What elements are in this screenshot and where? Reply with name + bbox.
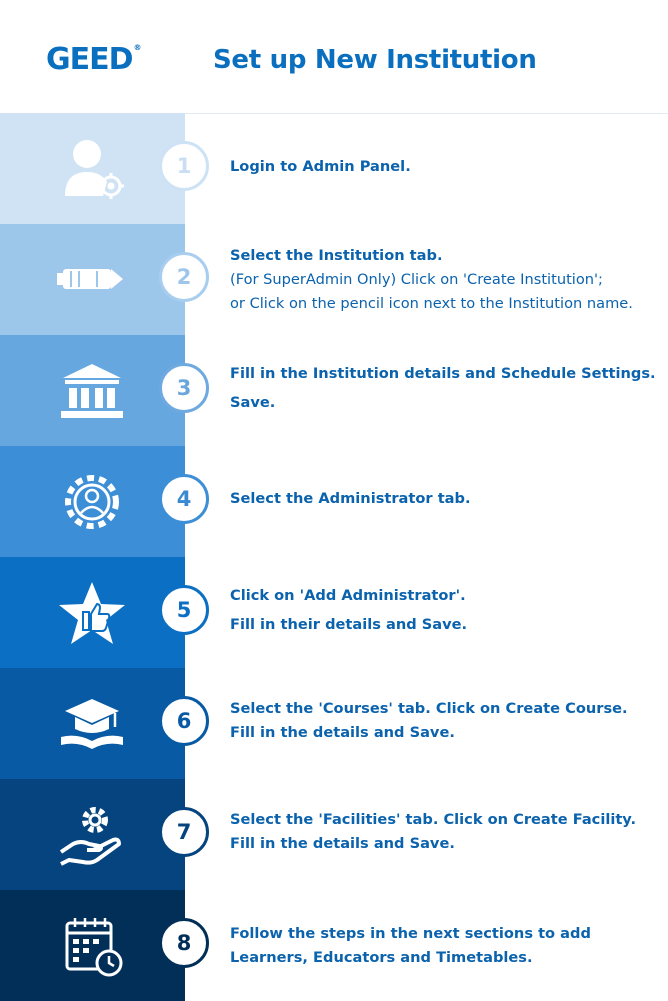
graduation-cap-book-icon [52,691,132,757]
step-band [0,446,185,557]
step-2-text-line: or Click on the pencil icon next to the Institution name. [230,295,633,312]
step-number-badge: 1 [159,141,209,191]
step-6-text-line: Select the 'Courses' tab. Click on Create Course. [230,700,628,717]
page-title: Set up New Institution [213,45,537,75]
step-3 [0,335,668,446]
step-number-badge: 4 [159,474,209,524]
step-number-badge: 5 [159,585,209,635]
hand-gear-icon [52,802,132,868]
star-thumbs-up-icon [52,580,132,646]
step-band [0,224,185,335]
step-band [0,557,185,668]
institution-building-icon [52,358,132,424]
step-8-text-line: Learners, Educators and Timetables. [230,949,533,966]
step-number-badge: 6 [159,696,209,746]
step-2-text-line: Select the Institution tab. [230,247,443,264]
step-band [0,779,185,890]
step-4-text-line: Select the Administrator tab. [230,490,471,507]
step-8-text-line: Follow the steps in the next sections to add [230,925,591,942]
step-3-text-line: Save. [230,394,276,411]
step-8 [0,890,668,1001]
step-5-text-line: Click on 'Add Administrator'. [230,587,466,604]
step-band [0,668,185,779]
step-number-badge: 7 [159,807,209,857]
step-5-text-line: Fill in their details and Save. [230,616,468,633]
step-5 [0,557,668,668]
step-7-text-line: Fill in the details and Save. [230,835,455,852]
step-3-text-line: Fill in the Institution details and Schedule Settings. [230,365,656,382]
step-6-text-line: Fill in the details and Save. [230,724,455,741]
step-band [0,113,185,224]
step-2-text-line: (For SuperAdmin Only) Click on 'Create Institution'; [230,271,603,288]
calendar-clock-icon [52,913,132,979]
step-number-badge: 3 [159,363,209,413]
step-1-text-line: Login to Admin Panel. [230,158,411,175]
header [0,0,668,114]
step-band [0,890,185,1001]
step-number-badge: 2 [159,252,209,302]
pencil-icon [52,247,132,313]
administrator-gear-icon [52,469,132,535]
step-band [0,335,185,446]
brand-logo: GEED® [46,42,141,77]
step-7-text-line: Select the 'Facilities' tab. Click on Create Facility. [230,811,637,828]
admin-settings-icon [52,136,132,202]
step-number-badge: 8 [159,918,209,968]
